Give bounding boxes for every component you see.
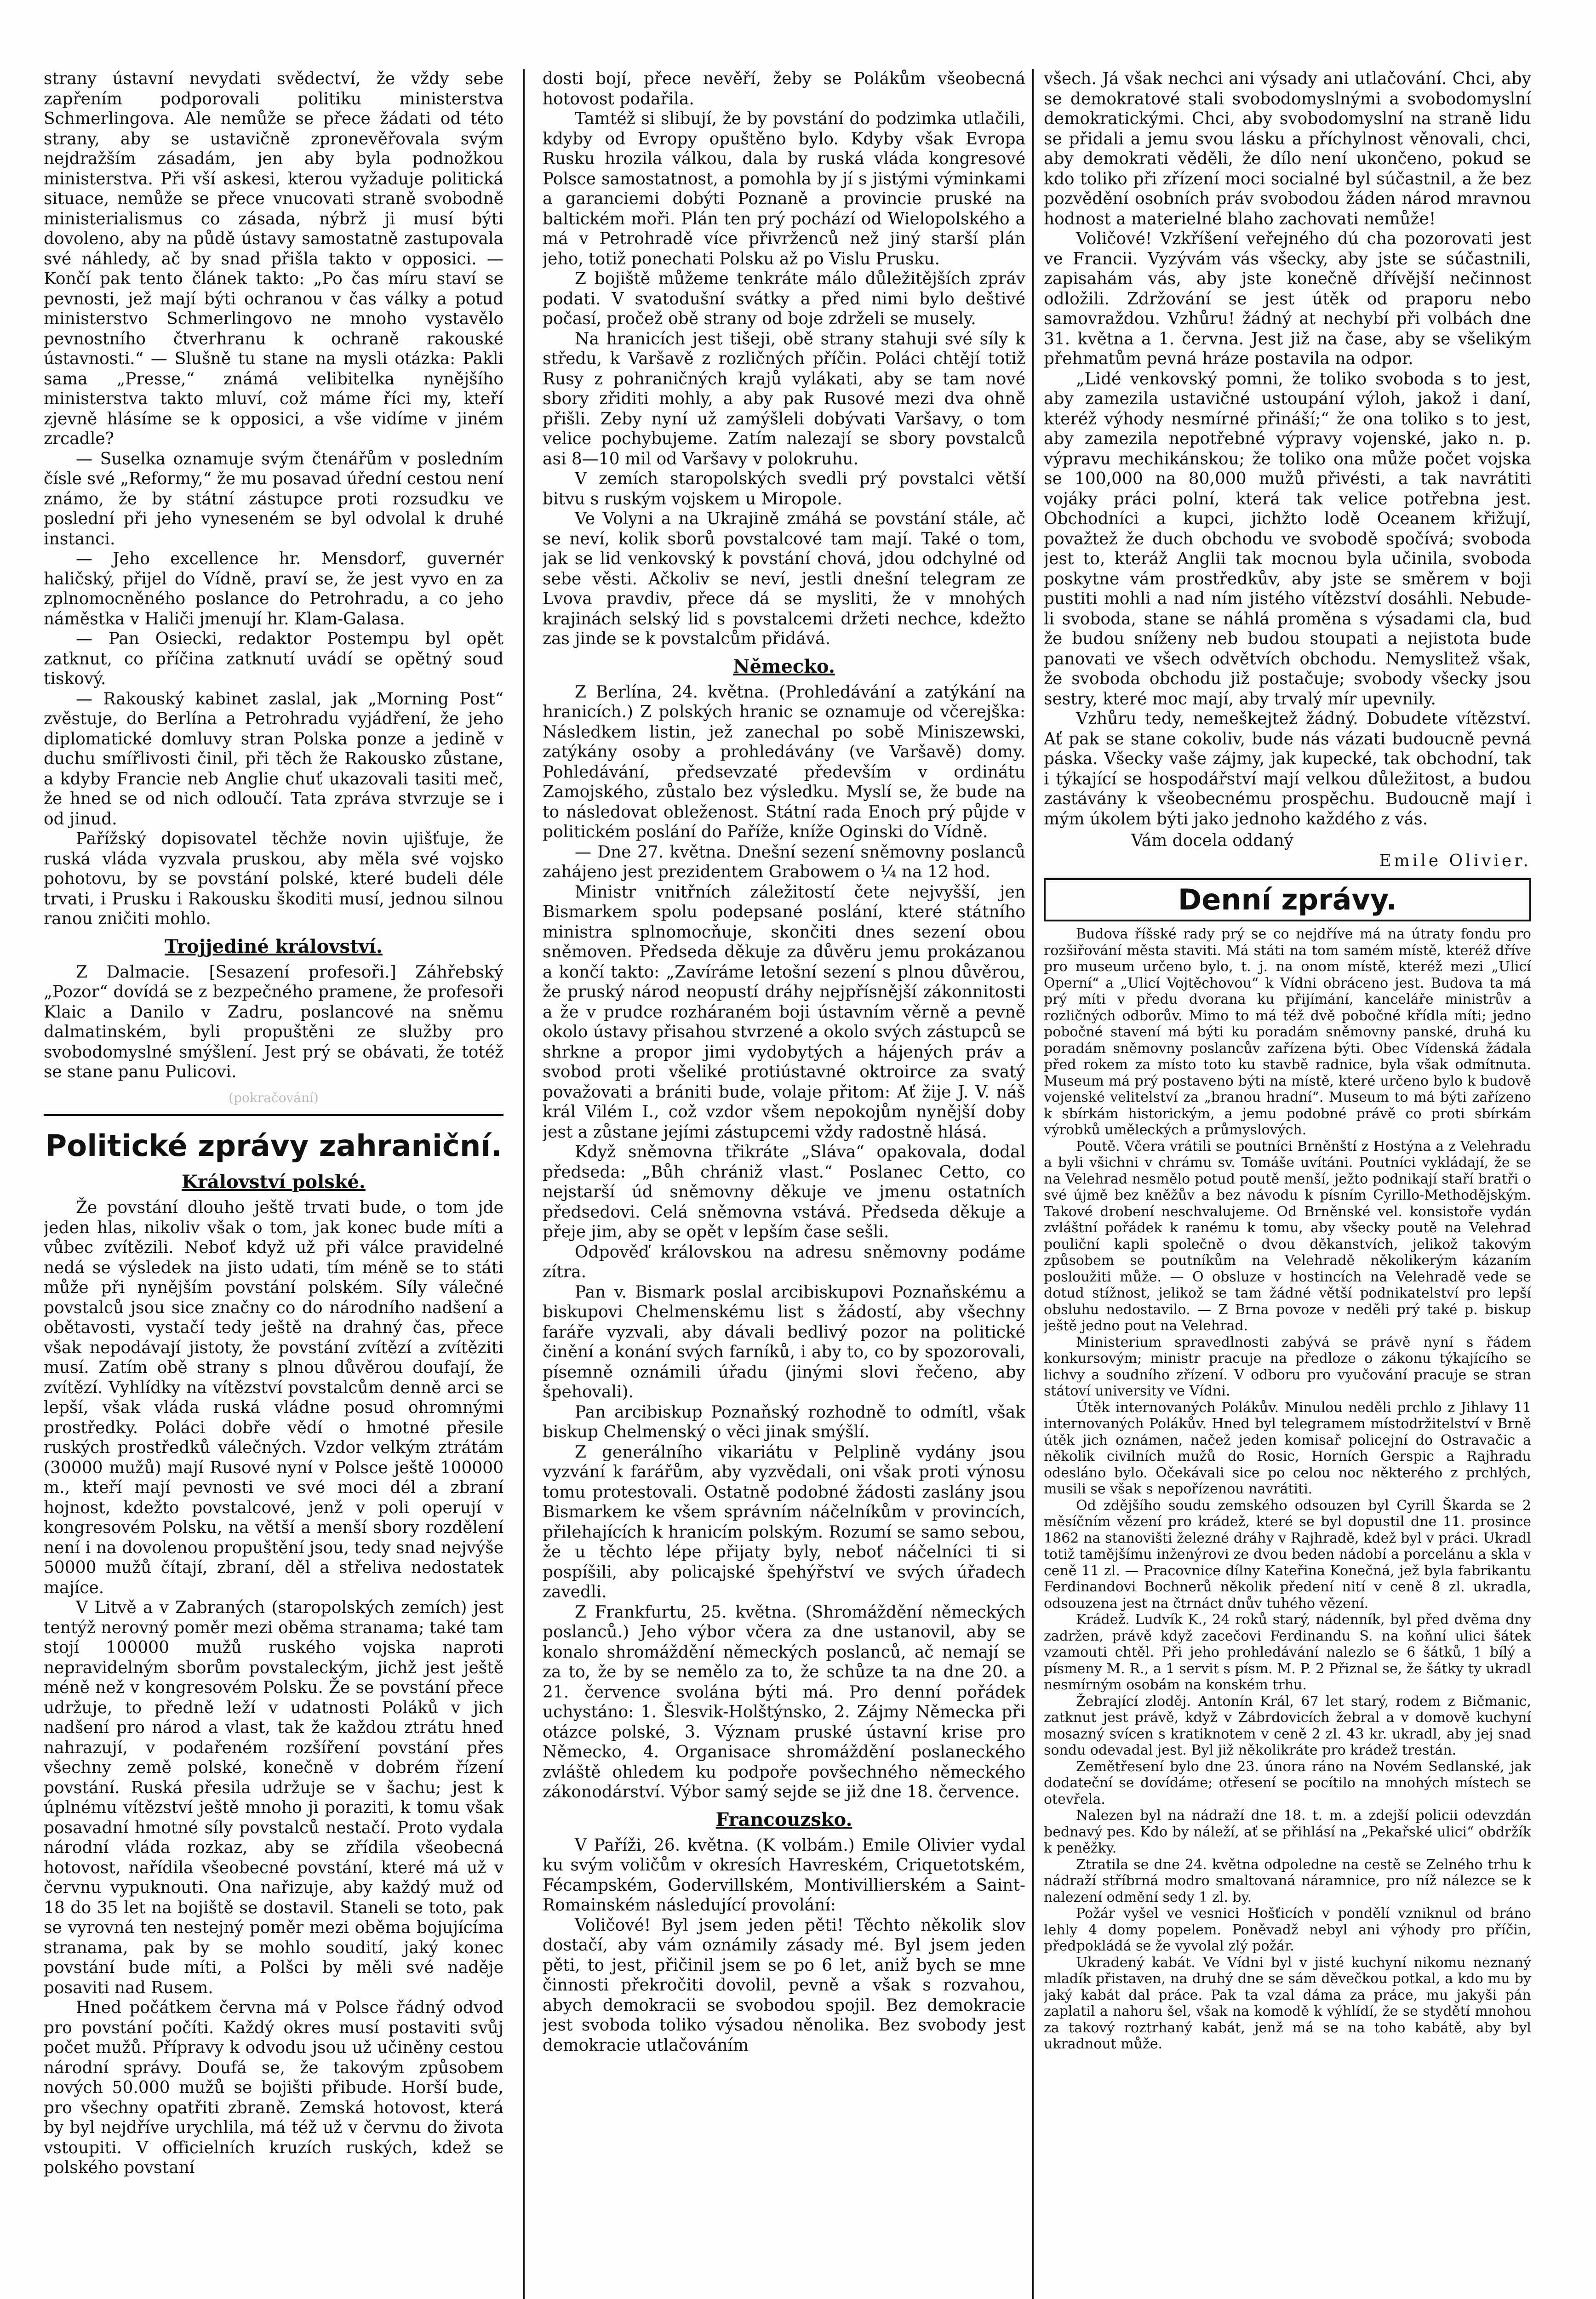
daily-news-item: Požár vyšel ve vesnici Hošťicích v pondělí vzniknul od bráno lehly 4 domy popelem. Poněvadž nebyl ani výhody pro příčin, předpokládá se že vyvolal zlý požár. — [1044, 1905, 1531, 1954]
daily-news-item: Ukradený kabát. Ve Vídni byl v jisté kuchyní nikomu neznaný mladík přistaven, na druhý dne se sám děvečkou potkal, a kdo mu by jaký kabát dal práce. Pak ta vzal dáma za práce, mu jakyši pán zaplatil a nahoru šel, však na komodě k výhlídí, že se stydětí mnohou za takový roztrhaný kabát, jenž má se na toho kabátě, aby byl ukradnout může. — [1044, 1954, 1531, 2052]
article-paragraph: Ministr vnitřních záležitostí čete nejvyšší, jen Bismarkem spolu podepsané poslání, které státního ministra splnomocňuje, skončiti dnes sezení obou sněmoven. Předseda děkuje za důvěru jemu prokázanou a končí takto: „Zavíráme letošní sezení s plnou důvěrou, že pruský národ neopustí dráhy nejpřísnější zákonnitosti a že v prudce rozháraném boji ústavním věrně a pevně okolo ústavy přisahou stvrzené a okolo svých zástupců se shrkne a propor jimi vydobytých a hájených práv a svobod proti všeliké protiústavné oktroirce za svatý považovati a brániti bude, volaje přitom: Ať žije J. V. náš král Vilém I., což vzdor všem nepokojům nynější doby jest a zůstane jejími zástupcemi vždy radostně hlásá. — [543, 882, 1025, 1142]
daily-news-item: Nalezen byl na nádraží dne 18. t. m. a zdejší policii odevzdán bednavý pes. Kdo by náleží, ať se přihlásí na „Pekařské ulici“ obdržík k peněžky. — [1044, 1807, 1531, 1856]
divider — [44, 1114, 503, 1116]
article-paragraph: V zemích staropolských svedli prý povstalci větší bitvu s ruským vojskem u Miropole. — [543, 469, 1025, 509]
column-left — [44, 69, 503, 2299]
article-paragraph: Tamtéž si slibují, že by povstání do podzimka utlačili, kdyby od Evropy opuštěno bylo. Kdyby však Evropa Rusku hrozila válkou, dala by ruská vláda kongresové Polsce samostatnost, a pomohla by jí s jistými výminkami a garanciemi dobýti Poznaně a provincie pruské na baltickém moři. Plán ten prý pochází od Wielopolského a má v Petrohradě více přivrženců než jiný starší plán jeho, totiž ponechati Polsku až po Vislu Prusku. — [543, 109, 1025, 269]
column-rule-1 — [523, 69, 525, 2299]
letter-paragraph: všech. Já však nechci ani výsady ani utlačování. Chci, aby se demokratové stali svobodomyslnými a svobodomyslní demokratickými. Chci, aby svobodomyslní na straně lidu se přidali a jemu svou lásku a příchylnost věnovali, chci, aby demokrati věděli, že dílo není ukončeno, pokud se kdo toliko při zřízení moci socialné byl súčastnil, a že bez pozvědění osobních práv svobodou žáden národ mravnou hodnost a materielné blaho zachovati nemůže! — [1044, 69, 1531, 229]
news-item-frankfurt: Z Frankfurtu, 25. května. (Shromáždění německých poslanců.) Jeho výbor včera za dne ustanovil, aby se konalo shromáždění německých poslanců, ač nemají se za to, že by se nemělo za to, že schůze ta na dne 20. a 21. července svolána býti má. Pro denní pořádek uchystáno: 1. Šlesvik-Holštýnsko, 2. Zájmy Německa při otázce polské, 3. Význam pruské ústavní krise pro Německo, 4. Organisace shromáždění poslaneckého zvláště ohledem ku podpoře povšechného německého zákonodárství. Výbor samý sejde se již dne 18. července. — [543, 1602, 1025, 1801]
article-paragraph: dosti bojí, přece nevěří, žeby se Polákům všeobecná hotovost podařila. — [543, 69, 1025, 109]
article-paragraph: Z bojiště můžeme tenkráte málo důležitějších zpráv podati. V svatodušní svátky a před nimi bylo deštivé počasí, pročež obě strany od boje zdrželi se musely. — [543, 269, 1025, 328]
article-paragraph: Voličové! Byl jsem jeden pěti! Těchto několik slov dostačí, aby vám oznámily zásady mé. Byl jsem jeden pěti, to jest, přičinil jsem se po 6 let, aniž bych se mne činnosti překročiti dovolil, pevně a však s rozvahou, abych demokracii se svobodou spojil. Bez demokracie jest svoboda toliko výsadou něnolika. Bez svobody jest demokracie utlačováním — [543, 1916, 1025, 2055]
section-heading-polske: Království polské. — [182, 1171, 366, 1193]
news-item: — Rakouský kabinet zaslal, jak „Morning Post“ zvěstuje, do Berlína a Petrohradu vyjádření, že jeho diplomatické domluvy stran Polska ponze a jedině v duchu smířlivosti činil, při těch že Rakousko zůstane, a kdyby Francie neb Anglie chuť ukazovali tasiti meč, že hned se od nich odloučí. Tata zpráva stvrzuje se i od jinud. — [44, 689, 503, 829]
article-paragraph: Pan arcibiskup Poznaňský rozhodně to odmítl, však biskup Chelmenský o věci jinak smýšlí. — [543, 1402, 1025, 1441]
article-paragraph: Ve Volyni a na Ukrajině zmáhá se povstání stále, ač se neví, kolik sborů povstalcové tam mají. Také o tom, jak se lid venkovský k povstání chová, jdou odchylné od sebe věsti. Ačkoliv se neví, jestli dnešní telegram ze Lvova pravdiv, přece dá se mysliti, že v mnohých krajinách selský lid s povstalcemi držeti nechce, kdežto zas jinde se k povstalcům přidává. — [543, 509, 1025, 648]
letter-paragraph: „Lidé venkovský pomni, že toliko svoboda s to jest, aby zamezila ustavičné ustoupání výloh, jakož i daní, kteréž výhody nesmírné přináší;“ že ona toliko s to jest, aby zamezila nepotřebné výpravy vojenské, jako n. p. výpravu mechikánskou; že toliko ona může počet vojska se 100,000 na 80,000 mužů přivésti, a tak navrátiti vojáky práci polní, která tak velice potřebna jest. Obchodníci a kupci, jichžto lodě Oceanem křižují, považtež že duch obchodu ve svobodě spočívá; svoboda jest to, kteráž Anglii tak mocnou byla učinila, svoboda poskytne vám prostředkův, aby jste se směrem v boji pustiti mohli a nad ním jistého vítězství dosáhli. Nebude-li svoboda, stane se náhlá proměna s výsadami cla, buď že budou sníženy neb budou stoupati a nejistota bude panovati ve všech odvětvích obchodu. Nemyslitež však, že svoboda obchodu již postačuje; svobody všecky jsou sestry, které moc mají, aby trvalý mír upevnily. — [1044, 369, 1531, 709]
daily-news-item: Krádež. Ludvík K., 24 roků starý, nádenník, byl před dvěma dny zadržen, právě když zacečovi Ferdinandu S. na koňní ulici šátek vzamouti chtěl. Při jeho prohledávání nalezlo se 6 šátků, 1 bílý a písmeny M. R., a 1 servit s písm. M. P. 2 Přiznal se, že šátky ty ukradl nesmírným osobám na konském trhu. — [1044, 1612, 1531, 1693]
column-right — [1044, 69, 1531, 2299]
article-paragraph: Odpověď královskou na adresu sněmovny podáme zítra. — [543, 1242, 1025, 1281]
column-rule-2 — [1032, 69, 1034, 2299]
letter-paragraph: Vzhůru tedy, nemeškejtež žádný. Dobudete vítězství. Ať pak se stane cokoliv, bude nás vázati budoucně pevná páska. Všecky vaše zájmy, jak kupecké, tak obchodní, tak i týkající se hospodářství mají velkou důležitost, a budou zastávány k všeobecnému prospěchu. Budoucně mají i mým úkolem býti jako jednoho každého z vás. — [1044, 709, 1531, 829]
daily-news-item: Útěk internovaných Polákův. Minulou neděli prchlo z Jihlavy 11 internovaných Polákův. Hned byl telegramem místodržitelství v Brně útěk jich oznámen, načež jeden komisař policejní do Ostravačic a několik civilních mužů do Rosic, Horních Gerspic a Rajhradu odesláno bylo. Očekávali sice po celou noc některého z prchlých, musili se však s nepořízenou navrátiti. — [1044, 1399, 1531, 1497]
section-heading-nemecko: Německo. — [733, 655, 835, 677]
daily-news-item: Poutě. Včera vrátili se poutníci Brněnští z Hostýna a z Velehradu a byli všichni v chrámu sv. Tomáše uvítáni. Poutníci vykládají, že se na Velehrad nesmělo potud poutě menší, ježto podnikají staří bratři o své újmě bez kněžův a bez návodu k písním Cyrillo-Methodějským. Takové drobení neschvalujeme. Od Brněnské vel. konsistoře vydán zvláštní pořádek k ranému k tomu, aby všecky poutě na Velehrad pouliční kapli společně o dvou děkanstvích, jelikož takovým způsobem se poutníkům na Velehradě několikerým kázaním posloužiti může. — O obsluze v hostincích na Velehradě vede se dotud stížnost, jelikož se tam žádné větší podnikatelství pro lepší obsluhu nedostavilo. — Z Brna povoze v neděli prý také p. biskup ještě jedno pout na Velehrad. — [1044, 1138, 1531, 1334]
article-paragraph: Že povstání dlouho ještě trvati bude, o tom jde jeden hlas, nikoliv však o tom, jak konec bude míti a vůbec zvítězili. Neboť když už při válce pravidelné nedá se výsledek na jisto udati, tím méně se to státi může při nynějším povstání polském. Síly válečné povstalců jsou sice značny co do národního nadšení a obětavosti, vystačí tedy ještě na drahný čas, přece však nepodávají jistoty, že povstání zvítězí a zvítěziti musí. Zatím obě strany s plnou důvěrou doufají, že zvítězí. Vyhlídky na vítězství povstalcům denně arci se lepší, však vláda ruská vládne posud ohromnými prostředky. Poláci dobře vědí o hmotné přesile ruských prostředků válečných. Vzdor velkým ztrátám (30000 mužů) mají Rusové nyní v Polsce ještě 100000 m., kteří mají pevnosti ve své moci dél a zbraní hojnost, kdežto povstalcové, jenž v poli operují v kongresovém Polsku, na větší a menší sbory rozdělení není i na dovolenou propuštění jsou, tedy snad nejvýše 50000 mužů čítají, zbraní, děl a střeliva nedostatek majíce. — [44, 1198, 503, 1597]
article-paragraph: V Litvě a v Zabraných (staropolských zemích) jest tentýž nerovný poměr mezi oběma stranama; také tam stojí 100000 mužů ruského vojska naproti nepravidelným sborům povstaleckým, jichž jest ještě méně než v kongresovém Polsku. Že se povstání přece udržuje, to předně leží v udatnosti Poláků v jich nadšení pro národ a vlast, tak že každou ztrátu hned nahrazují, v podařeném rozšíření povstání přes všechny země polské, konečně v dobrém řízení povstání. Ruská přesila udržuje se v šachu; jest k úplnému vítězství ještě mnoho ji poraziti, k tomu však posavadní hmotné síly povstalců nestačí. Proto vydala národní vláda rozkaz, aby se zřídila všeobecná hotovost, nařídila všeobecné povstání, které má už v červnu vypuknouti. Ona nařizuje, aby každý muž od 18 do 35 let na bojiště se dostavil. Staneli se toto, pak se vyrovná ten nestejný poměr mezi oběma bojujícíma stranama, pak by se mohlo soudití, jaký konec povstání bude míti, a Polšci by měli své naděje posaviti nad Rusem. — [44, 1598, 503, 1997]
article-continuation: strany ústavní nevydati svědectví, že vždy sebe zapřením podporovali politiku ministerstva Schmerlingova. Ale nemůže se přece žádati od této strany, aby se ustavičně zpronevěřovala svým nejdražším zásadám, jen aby byla podnožkou ministerstva. Při vší askesi, kterou vyžaduje politická situace, nemůže se přece vnucovati straně svobodně ministerialismus co zásada, nýbrž ji musí býti dovoleno, aby na půdě ústavy samostatně zastupovala své náhledy, ač by snad přišla takto v opposici. — Končí pak tento článek takto: „Po čas míru staví se pevnosti, jež mají býti ochranou v čas války a potud ministerstvo Schmerlingovo ne mnoho vystavělo pevnostního čtverhranu k ochraně rakouské ústavnosti.“ — Slušně tu stane na mysli otázka: Pakli sama „Presse,“ známá velibitelka nynějšího ministerstva takto mluví, což máme říci my, kteří zjevně hlásíme se k opposici, a vše vidíme v jiném zrcadle? — [44, 69, 503, 448]
article-paragraph: Hned počátkem června má v Polsce řádný odvod pro povstání počíti. Každý okres musí postaviti svůj počet mužů. Přípravy k odvodu jsou už učiněny cestou národní správy. Doufá se, že takovým způsobem nových 50.000 mužů se bojišti přibude. Horší bude, pro všechny opatřiti zbraně. Zemská hotovost, která by byl nejdříve urychlila, má též už v červnu do života vstoupiti. V officielních kruzích ruských, kdež se polského povstaní — [44, 1998, 503, 2177]
daily-news-item: Od zdějšího soudu zemského odsouzen byl Cyrill Škarda se 2 měsíčním vězení pro krádež, které se byl dopustil dne 11. prosince 1862 na stanovišti železné dráhy v Rajhradě, kdež byl v práci. Ukradl totiž tamějšímu inženýrovi ze dvou beden nádobí a porcelánu a skla v ceně 11 zl. — Pracovnice dílny Kateřina Konečná, jež byla fabrikantu Ferdinandovi Bochnerů několik předení nití v ceně 8 zl. ukradla, odsouzena jest na čtrnáct dnův tuhého vězení. — [1044, 1497, 1531, 1612]
news-item-pariz: V Paříži, 26. května. (K volbám.) Emile Olivier vydal ku svým voličům v okresích Havreském, Criquetotském, Fécampském, Godervillském, Montivillierském a Saint-Romainském následující provolání: — [543, 1836, 1025, 1915]
article-paragraph: Když sněmovna třikráte „Sláva“ opakovala, dodal předseda: „Bůh chrániž vlast.“ Poslanec Cetto, co nejstarší úd sněmovny děkuje ve jmenu ostatních předsedovi. Celá sněmovna vstává. Předseda děkuje a přeje jim, aby se opět v lepším čase sešli. — [543, 1143, 1025, 1241]
section-heading-trojjedine: Trojjediné království. — [165, 935, 383, 957]
news-item-berlin-2: — Dne 27. května. Dnešní sezení sněmovny poslanců zahájeno jest prezidentem Grabowem o ¼ na 12 hod. — [543, 842, 1025, 881]
daily-news-item: Zemětřesení bylo dne 23. února ráno na Novém Sedlanské, jak dodateční se dovídáme; otřesení se pocítilo na mnohých místech se otevřela. — [1044, 1758, 1531, 1807]
article-paragraph: Pan v. Bismark poslal arcibiskupovi Poznaňskému a biskupovi Chelmenskému list s žádostí, aby všechny faráře vyzvali, aby dávali bedlivý pozor na politické činění a konání svých farníků, i aby to, co by spozorovali, písemně oznámili úřadu (jinými slovi řečeno, aby špehovali). — [543, 1282, 1025, 1401]
news-item: — Jeho excellence hr. Mensdorf, guvernér haličský, přijel do Vídně, praví se, že jest vyvo en za zplnomocněného poslance do Petrohradu, a co jeho náměstka v Haliči jmenují hr. Klam-Galasa. — [44, 549, 503, 629]
daily-news-item: Žebrající zloděj. Antonín Král, 67 let starý, rodem z Bičmanic, zatknut jest právě, když v Zábrdovicích žebral a v domově kuchyní mosazný svícen s kratiknotem v ceně 2 zl. 43 kr. ukradl, aby jej snad sondu odevadal jest. Byl již několikráte pro krádež trestán. — [1044, 1693, 1531, 1758]
section-heading-politicke: Politické zprávy zahraniční. — [45, 1129, 502, 1163]
letter-closing: Vám docela oddaný — [1131, 831, 1294, 850]
news-item-berlin: Z Berlína, 24. května. (Prohledávání a zatýkání na hranicích.) Z polských hranic se oznamuje od včerejška: Následkem listin, jež zanechal po sobě Miniszewski, zatýkány osoby a prohledávány (ve Varšavě) domy. Pohledávání, předsevzaté především v ordinátu Zamojského, zůstalo bez výsledku. Myslí se, že bude na to následovat obleženost. Státní rada Enoch prý půjde v politickém poslání do Paříže, kníže Oginski do Vídně. — [543, 682, 1025, 841]
news-item-dalmacie: Z Dalmacie. [Sesazení profesoři.] Záhřebský „Pozor“ dovídá se z bezpečného pramene, že profesoři Klaic a Danilo v Zadru, poslancové na sněmu dalmatinském, byli propuštěni ze služby pro svobodomyslné smýšlení. Jest prý se obávati, že totéž se stane panu Pulicovi. — [44, 962, 503, 1081]
letter-signature: Emile Olivier. — [1379, 851, 1531, 870]
daily-news-item: Budova říšské rady prý se co nejdříve má na útraty fondu pro rozšiřování města staviti. Má státi na tom samém místě, kteréž dříve pro museum určeno bylo, t. j. na onom místě, kteréž mezi „Ulicí Operní“ a „Ulicí Vojtěchovou“ k Vídni obráceno jest. Budova ta má prý míti v předu dvorana ku přijímání, kanceláře ministrův a rozličných odborův. Mimo to má též dvě pobočné křídla míti; jedno pobočné stavení má býti ku poradám sněmovny panské, druhá ku poradám sněmovny poslancův zařízena býti. Obec Vídenská žádala před rokem za místo toto ku stavbě radnice, byla však odmítnuta. Museum má prý postaveno býti na místě, které určeno bylo k budově vojenské velitelství za „branou hradní“. Museum to má býti zařízeno k sbírkám historickým, a jemu podobné právě co proti sbírkám výrobků uměleckých a průmyslových. — [1044, 926, 1531, 1138]
faded-note: (pokračování) — [229, 1090, 319, 1105]
news-item: — Suselka oznamuje svým čtenářům v posledním čísle své „Reformy,“ že mu posavad úřední cestou není známo, že by státní zástupce proti rozsudku ve poslední při jeho vyneseném se byl odvolal k druhé instanci. — [44, 449, 503, 549]
section-heading-francie: Francouzsko. — [715, 1808, 852, 1830]
column-middle — [543, 69, 1025, 2299]
daily-news-item: Ztratila se dne 24. května odpoledne na cestě se Zelného trhu k nádraží stříbrná modro smaltovaná náramnice, pro níž nálezce se k nalezení odmění sedy 1 zl. by. — [1044, 1856, 1531, 1905]
article-paragraph: Z generálního vikariátu v Pelplině vydány jsou vyzvání k farářům, aby vyzvědali, oni však proti výnosu tomu protestovali. Ostatně podobné žádosti zaslány jsou Bismarkem ke všem správním náčelníkům v provincích, přilehajících k hranicím polským. Rozumí se samo sebou, že u těchto lépe přijaty byly, neboť náčelníci ti si pospíšili, aby policajské špehýřství ve svých úřadech zavedli. — [543, 1442, 1025, 1601]
letter-paragraph: Voličové! Vzkříšení veřejného dú cha pozorovati jest ve Francii. Vyzývám vás všecky, aby jste se súčastnili, zapisahám vás, aby jste konečně dřívější nečinnost odložili. Zdržování se jest útěk od praporu nebo samovraždou. Vzhůru! žádný at nechybí při volbách dne 31. května a 1. června. Jest již na čase, aby se všelikým přehmatům pevná hráze postavila na odpor. — [1044, 229, 1531, 368]
section-heading-denni: Denní zprávy. — [1044, 878, 1531, 921]
news-item: — Pan Osiecki, redaktor Postempu byl opět zatknut, co příčina zatknutí uvádí se opětný soud tiskový. — [44, 629, 503, 688]
article-paragraph: Na hranicích jest tišeji, obě strany stahuji své síly k středu, k Varšavě z rozličných příčin. Poláci chtějí totiž Rusy z pohraničných krajů vylákati, aby se tam nové sbory zřiditi mohly, a aby pak Rusové mezi dva ohně přišli. Zeby nyní už zamýšleli dobývati Varšavy, o tom velice pochybujeme. Zatím nalezají se sbory povstalců asi 8—10 mil od Varšavy v polokruhu. — [543, 329, 1025, 469]
daily-news-item: Ministerium spravedlnosti zabývá se právě nyní s řádem konkursovým; ministr pracuje na předloze o zákonu týkajícího se lichvy a soudního zřízení. V odboru pro vyučování pracuje se stran státoví university ve Vídni. — [1044, 1334, 1531, 1399]
news-item: Pařížský dopisovatel těchže novin ujišťuje, že ruská vláda vyzvala pruskou, aby měla své vojsko pohotovu, by se povstání polské, které budeli déle trvati, i Prusku i Rakousku škoditi musí, jednou silnou ranou zničiti mohlo. — [44, 829, 503, 928]
letter-signature-block — [1044, 831, 1531, 851]
